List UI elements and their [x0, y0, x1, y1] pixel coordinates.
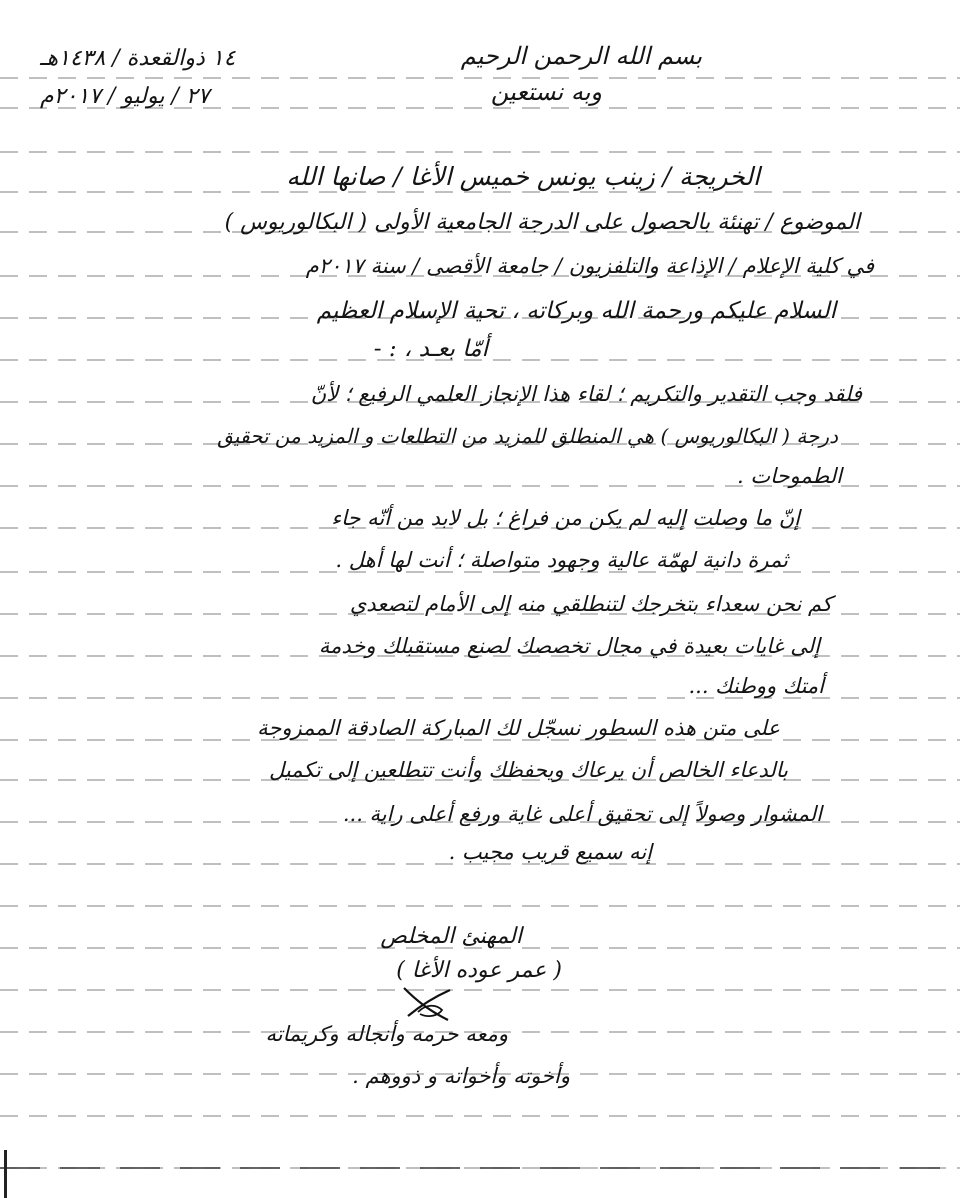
- recipient-line: الخريجة / زينب يونس خميس الأغا / صانها الله: [286, 162, 760, 191]
- greeting-line: السلام عليكم ورحمة الله وبركاته ، تحية الإسلام العظيم: [316, 298, 836, 324]
- signature-mark: [398, 982, 458, 1026]
- date-gregorian: ٢٧ / يوليو / ٢٠١٧م: [40, 84, 210, 109]
- seek-help: وبه نستعين: [490, 78, 602, 106]
- body-line: الطموحات .: [737, 464, 842, 488]
- body-line: إلى غايات بعيدة في مجال تخصصك لصنع مستقبلك وخدمة: [318, 634, 820, 658]
- subject-line: الموضوع / تهنئة بالحصول على الدرجة الجامعية الأولى ( البكالوريوس ): [224, 210, 860, 235]
- faculty-line: في كلية الإعلام / الإذاعة والتلفزيون / جامعة الأقصى / سنة ٢٠١٧م: [305, 254, 874, 278]
- basmala: بسم الله الرحمن الرحيم: [460, 42, 702, 70]
- body-line: درجة ( البكالوريوس ) هي المنطلق للمزيد من التطلعات و المزيد من تحقيق: [217, 424, 838, 448]
- body-line: المشوار وصولاً إلى تحقيق أعلى غاية ورفع أعلى راية ...: [342, 802, 822, 826]
- family-line: وأخوته وأخواته و ذووهم .: [352, 1064, 570, 1088]
- body-line: كم نحن سعداء بتخرجك لتنطلقي منه إلى الأمام لتصعدي: [349, 592, 832, 616]
- body-line: إنّ ما وصلت إليه لم يكن من فراغ ؛ بل لابد من أنّه جاء: [331, 506, 800, 530]
- date-hijri: ١٤ ذوالقعدة / ١٤٣٨هـ: [40, 46, 236, 71]
- body-line: على متن هذه السطور نسجّل لك المباركة الصادقة الممزوجة: [257, 716, 780, 740]
- body-line: إنه سميع قريب مجيب .: [448, 840, 652, 864]
- signer-name: ( عمر عوده الأغا ): [396, 958, 562, 983]
- body-line: بالدعاء الخالص أن يرعاك ويحفظك وأنت تتطلعين إلى تكميل: [268, 758, 788, 782]
- body-line: ثمرة دانية لهمّة عالية وجهود متواصلة ؛ أنت لها أهل .: [335, 548, 788, 572]
- paper-edge-mark: [4, 1150, 7, 1198]
- body-line: فلقد وجب التقدير والتكريم ؛ لقاء هذا الإنجاز العلمي الرفيع ؛ لأنّ: [310, 382, 862, 406]
- amma-baad: أمّا بعـد ، : -: [373, 336, 488, 362]
- family-line: ومعه حرمه وأنجاله وكريماته: [265, 1022, 508, 1046]
- body-line: أمتك ووطنك ...: [688, 674, 824, 698]
- closing-line: المهنئ المخلص: [380, 924, 522, 949]
